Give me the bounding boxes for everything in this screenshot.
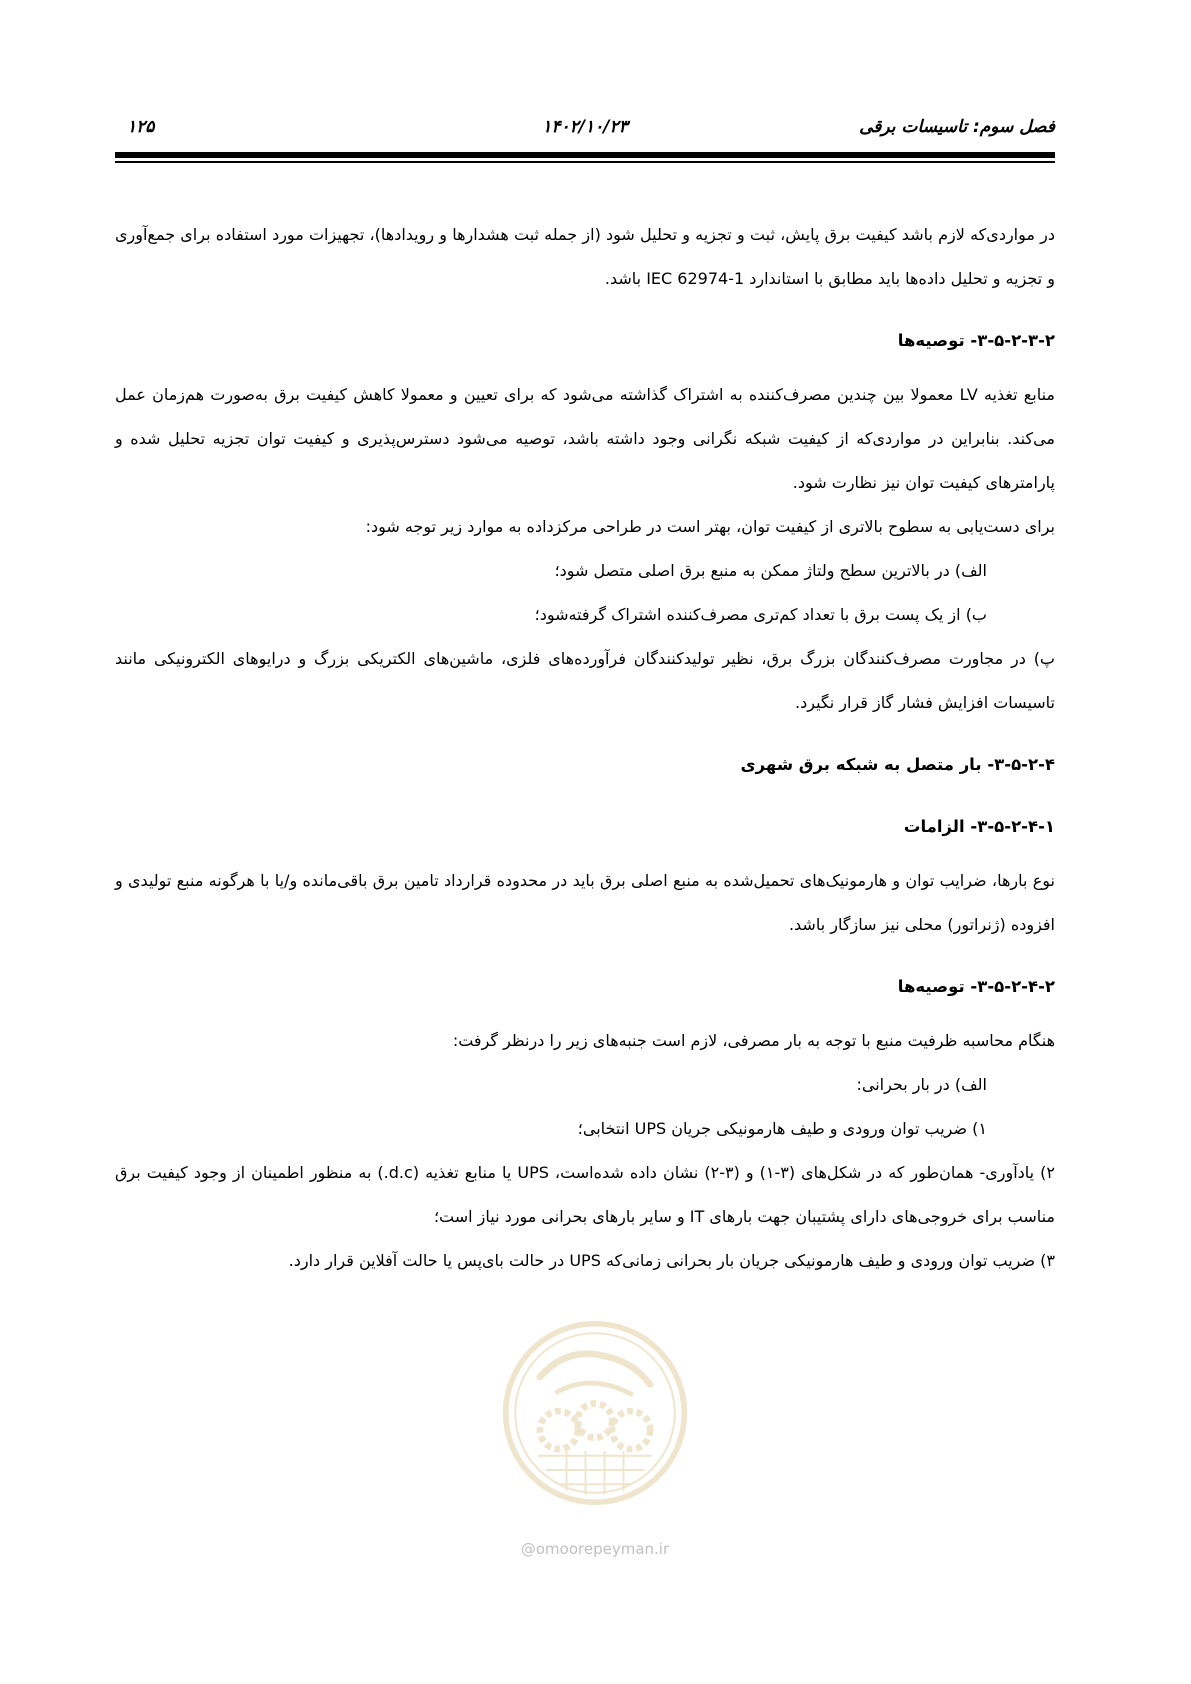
header-rule-thin: [115, 161, 1055, 163]
watermark-url: @omoorepeyman.ir: [520, 1540, 670, 1558]
list-item-3: ۳) ضریب توان ورودی و طیف هارمونیکی جریان بار بحرانی زمانی‌که UPS در حالت بای‌پس یا حالت آفلاین قرار دارد.: [288, 1251, 1055, 1270]
header-date: ۱۴۰۲/۱۰/۲۳: [542, 117, 628, 137]
list-item-1: ۱) ضریب توان ورودی و طیف هارمونیکی جریان UPS انتخابی؛: [577, 1119, 987, 1138]
paragraph-load-types: نوع بارها، ضرایب توان و هارمونیک‌های تحمیل‌شده به منبع اصلی برق باید در محدوده قرارداد تامین برق باقی‌مانده و/یا با هرگونه منبع تولیدی و افزوده (ژنراتور) محلی نیز سازگار باشد.: [115, 871, 1055, 934]
sub-heading-critical-load: الف) در بار بحرانی:: [856, 1075, 987, 1094]
paragraph-quality-levels: برای دست‌یابی به سطوح بالاتری از کیفیت توان، بهتر است در طراحی مرکزداده به موارد زیر توجه شود:: [365, 517, 1055, 536]
header-rule-thick: [115, 152, 1055, 158]
paragraph-lv-supply: منابع تغذیه LV معمولا بین چندین مصرف‌کننده به اشتراک گذاشته می‌شود که برای تعیین و معمولا کاهش کیفیت برق به‌صورت هم‌زمان عمل می‌کند. بنابراین در مواردی‌که از کیفیت شبکه نگرانی وجود داشته باشد، توصیه می‌شود دسترس‌پذیری و کیفیت توان تجزیه تحلیل شده و پارامترهای کیفیت توان نیز نظارت شود.: [115, 385, 1055, 492]
section-heading-grid-load: ۳-۵-۲-۴- بار متصل به شبکه برق شهری: [740, 755, 1055, 774]
section-heading-requirements: ۳-۵-۲-۴-۱- الزامات: [903, 817, 1055, 836]
paragraph-capacity-calc: هنگام محاسبه ظرفیت منبع با توجه به بار مصرفی، لازم است جنبه‌های زیر را درنظر گرفت:: [452, 1031, 1055, 1050]
chapter-title: فصل سوم: تاسیسات برقی: [859, 117, 1055, 137]
list-item-alef: الف) در بالاترین سطح ولتاژ ممکن به منبع برق اصلی متصل شود؛: [554, 561, 987, 580]
section-heading-recommendations-2: ۳-۵-۲-۴-۲- توصیه‌ها: [897, 977, 1055, 996]
intro-paragraph: در مواردی‌که لازم باشد کیفیت برق پایش، ثبت و تجزیه و تحلیل شود (از جمله ثبت هشدارها و رویدادها)، تجهیزات مورد استفاده برای جمع‌آوری و تجزیه و تحلیل داده‌ها باید مطابق با استاندارد IEC 62974-1 باشد.: [115, 225, 1055, 288]
page-number: ۱۲۵: [127, 117, 155, 137]
list-item-be: ب) از یک پست برق با تعداد کم‌تری مصرف‌کننده اشتراک گرفته‌شود؛: [534, 605, 987, 624]
section-heading-recommendations-1: ۳-۵-۲-۳-۲- توصیه‌ها: [897, 331, 1055, 350]
document-body: [115, 213, 1055, 1283]
watermark-seal-icon: [500, 1318, 690, 1508]
page-header: [115, 112, 1055, 142]
list-item-2: ۲) یادآوری- همان‌طور که در شکل‌های (۳-۱) و (۳-۲) نشان داده شده‌است، UPS یا منابع تغذیه (d.c.) به منظور اطمینان از وجود کیفیت برق مناسب برای خروجی‌های دارای پشتیبان جهت بارهای IT و سایر بارهای بحرانی مورد نیاز است؛: [115, 1163, 1056, 1226]
list-item-pe: پ) در مجاورت مصرف‌کنندگان بزرگ برق، نظیر تولیدکنندگان فرآورده‌های فلزی، ماشین‌های الکتریکی بزرگ و درایوهای الکترونیکی مانند تاسیسات افزایش فشار گاز قرار نگیرد.: [115, 649, 1055, 712]
